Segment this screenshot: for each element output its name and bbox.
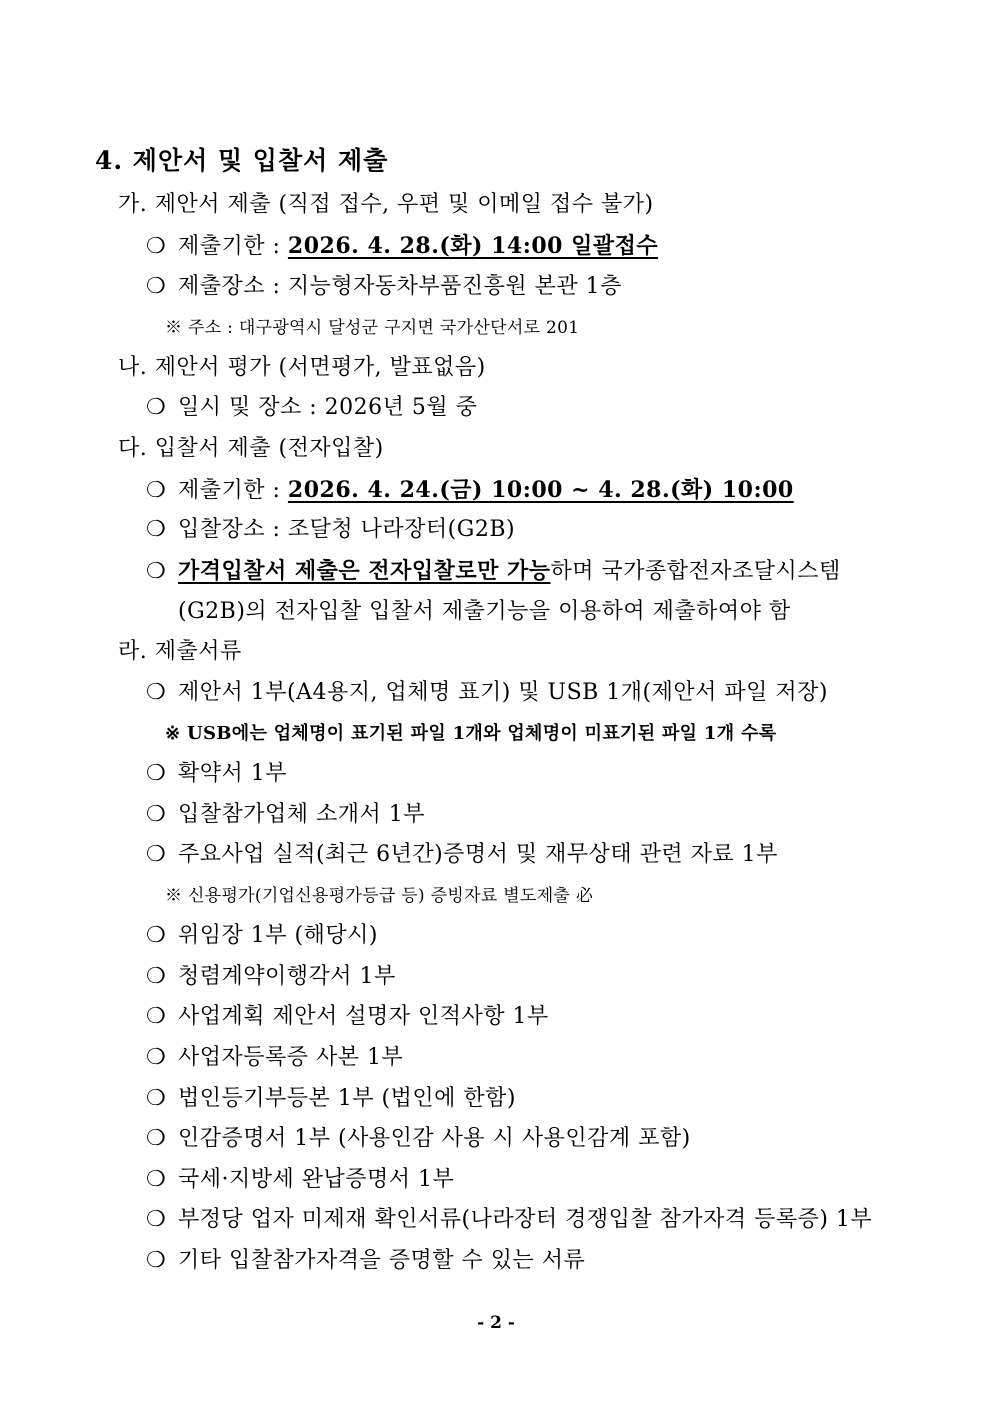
b-schedule-text: 일시 및 장소 : 2026년 5월 중 (178, 395, 478, 420)
subsection-b-heading: 나. 제안서 평가 (서면평가, 발표없음) (118, 355, 486, 380)
list-item: ❍ 기타 입찰참가자격을 증명할 수 있는 서류 (146, 1248, 586, 1273)
c-deadline-item (146, 479, 794, 502)
usb-note: ※ USB에는 업체명이 표기된 파일 1개와 업체명이 미표기된 파일 1개 수록 (165, 723, 777, 744)
list-item: ❍ 위임장 1부 (해당시) (146, 923, 378, 948)
circle-bullet-icon: ❍ (146, 842, 167, 867)
circle-bullet-icon: ❍ (146, 802, 167, 827)
circle-bullet-icon: ❍ (146, 1045, 167, 1070)
circle-bullet-icon: ❍ (146, 923, 167, 948)
list-item: ❍ 입찰참가업체 소개서 1부 (146, 802, 426, 827)
subsection-c-heading: 다. 입찰서 제출 (전자입찰) (118, 436, 384, 461)
c-place-text: 입찰장소 : 조달청 나라장터(G2B) (178, 517, 516, 542)
list-item: ❍ 확약서 1부 (146, 761, 287, 786)
circle-bullet-icon: ❍ (146, 1086, 167, 1111)
list-item: ❍ 사업계획 제안서 설명자 인적사항 1부 (146, 1004, 549, 1029)
circle-bullet-icon: ❍ (146, 559, 167, 584)
a-deadline-label: 제출기한 : (178, 234, 288, 259)
circle-bullet-icon: ❍ (146, 478, 167, 503)
c-deadline-value: 2026. 4. 24.(금) 10:00 ~ 4. 28.(화) 10:00 (287, 477, 794, 503)
credit-note: ※ 신용평가(기업신용평가등급 등) 증빙자료 별도제출 必 (165, 886, 594, 906)
circle-bullet-icon: ❍ (146, 1207, 167, 1232)
subsection-d-heading: 라. 제출서류 (118, 639, 242, 664)
circle-bullet-icon: ❍ (146, 395, 167, 420)
c-deadline-label: 제출기한 : (178, 478, 288, 503)
list-item: ❍ 청렴계약이행각서 1부 (146, 964, 396, 989)
a-place-item (146, 276, 622, 298)
list-item: ❍ 법인등기부등본 1부 (법인에 한함) (146, 1086, 516, 1111)
c-price-item (146, 560, 841, 583)
section-title: 4. 제안서 및 입찰서 제출 (95, 146, 389, 175)
circle-bullet-icon: ❍ (146, 1126, 167, 1151)
a-deadline-value: 2026. 4. 28.(화) 14:00 일괄접수 (287, 233, 659, 259)
circle-bullet-icon: ❍ (146, 234, 167, 259)
c-price-continuation: (G2B)의 전자입찰 입찰서 제출기능을 이용하여 제출하여야 함 (178, 599, 791, 624)
circle-bullet-icon: ❍ (146, 761, 167, 786)
subsection-a-heading: 가. 제안서 제출 (직접 접수, 우편 및 이메일 접수 불가) (118, 192, 654, 217)
a-place-text: 제출장소 : 지능형자동차부품진흥원 본관 1층 (178, 274, 622, 299)
b-schedule-item (146, 397, 477, 419)
circle-bullet-icon: ❍ (146, 1167, 167, 1192)
circle-bullet-icon: ❍ (146, 274, 167, 299)
c-price-bold: 가격입찰서 제출은 전자입찰로만 가능 (178, 558, 551, 584)
list-item: ❍ 제안서 1부(A4용지, 업체명 표기) 및 USB 1개(제안서 파일 저장) (146, 680, 828, 705)
circle-bullet-icon: ❍ (146, 1248, 167, 1273)
a-deadline-item (146, 235, 658, 258)
c-price-rest: 하며 국가종합전자조달시스템 (550, 559, 841, 584)
list-item: ❍ 국세·지방세 완납증명서 1부 (146, 1167, 455, 1192)
list-item: ❍ 부정당 업자 미제재 확인서류(나라장터 경쟁입찰 참가자격 등록증) 1부 (146, 1207, 873, 1232)
list-item: ❍ 주요사업 실적(최근 6년간)증명서 및 재무상태 관련 자료 1부 (146, 842, 778, 867)
list-item: ❍ 인감증명서 1부 (사용인감 사용 시 사용인감계 포함) (146, 1126, 691, 1151)
circle-bullet-icon: ❍ (146, 517, 167, 542)
page-number: - 2 - (477, 1313, 515, 1333)
circle-bullet-icon: ❍ (146, 680, 167, 705)
list-item: ❍ 사업자등록증 사본 1부 (146, 1045, 404, 1070)
circle-bullet-icon: ❍ (146, 1004, 167, 1029)
a-address-note: ※ 주소 : 대구광역시 달성군 구지면 국가산단서로 201 (165, 318, 580, 338)
circle-bullet-icon: ❍ (146, 964, 167, 989)
c-place-item (146, 519, 515, 541)
